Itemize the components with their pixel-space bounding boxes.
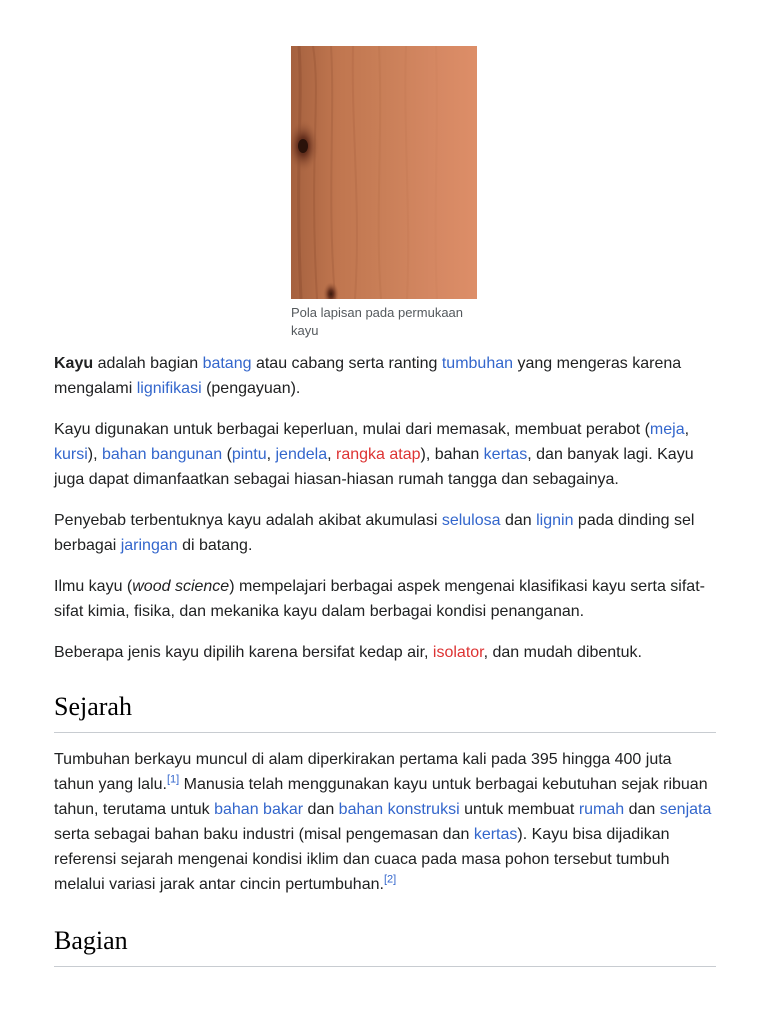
- section-heading-sejarah: Sejarah: [54, 690, 716, 733]
- link-kertas[interactable]: kertas: [483, 446, 528, 463]
- link-bahan-konstruksi[interactable]: bahan konstruksi: [338, 801, 460, 818]
- link-meja[interactable]: meja: [649, 421, 685, 438]
- link-tumbuhan[interactable]: tumbuhan: [441, 355, 514, 372]
- figure-caption: Pola lapisan pada permukaan kayu: [291, 305, 464, 338]
- reference-2[interactable]: [2]: [383, 873, 397, 886]
- article-title-bold: Kayu: [54, 355, 94, 372]
- intro-paragraph-2: Kayu digunakan untuk berbagai keperluan, mulai dari memasak, membuat perabot (meja, kursi), bahan bangunan (pintu, jendela, rangka atap), bahan kertas, dan banyak lagi. Kayu juga dapat dimanfaatkan sebagai hiasan-hiasan rumah tangga dan sebagainya.: [54, 421, 694, 488]
- intro-paragraph-4: Ilmu kayu (wood science) mempelajari berbagai aspek mengenai klasifikasi kayu serta sifat-sifat kimia, fisika, dan mekanika kayu dalam berbagai kondisi penanganan.: [54, 578, 705, 620]
- intro-paragraph-5: Beberapa jenis kayu dipilih karena bersifat kedap air, isolator, dan mudah dibentuk.: [54, 644, 642, 661]
- link-jaringan[interactable]: jaringan: [120, 537, 178, 554]
- wood-grain-image[interactable]: [291, 46, 477, 299]
- wood-science-italic: wood science: [132, 578, 230, 595]
- link-pintu[interactable]: pintu: [231, 446, 267, 463]
- intro-paragraph-3: Penyebab terbentuknya kayu adalah akibat akumulasi selulosa dan lignin pada dinding sel berbagai jaringan di batang.: [54, 512, 695, 554]
- link-rangka-atap[interactable]: rangka atap: [336, 446, 421, 463]
- link-senjata[interactable]: senjata: [659, 801, 712, 818]
- link-lignifikasi[interactable]: lignifikasi: [136, 380, 202, 397]
- wood-figure: [291, 46, 477, 340]
- section-heading-bagian: Bagian: [54, 924, 716, 967]
- link-bahan-bakar[interactable]: bahan bakar: [214, 801, 304, 818]
- link-kursi[interactable]: kursi: [54, 446, 88, 463]
- link-jendela[interactable]: jendela: [275, 446, 328, 463]
- link-selulosa[interactable]: selulosa: [441, 512, 501, 529]
- link-rumah[interactable]: rumah: [578, 801, 625, 818]
- reference-1[interactable]: [1]: [166, 773, 180, 786]
- link-bahan-bangunan[interactable]: bahan bangunan: [102, 446, 223, 463]
- link-batang[interactable]: batang: [202, 355, 252, 372]
- link-kertas-2[interactable]: kertas: [473, 826, 518, 843]
- sejarah-paragraph: Tumbuhan berkayu muncul di alam diperkirakan pertama kali pada 395 hingga 400 juta tahun yang lalu.[1] Manusia telah menggunakan kayu untuk berbagai kebutuhan sejak ribuan tahun, terutama untuk bahan bakar dan bahan konstruksi untuk membuat rumah dan senjata serta sebagai bahan baku industri (misal pengemasan dan kertas). Kayu bisa dijadikan referensi sejarah mengenai kondisi iklim dan cuaca pada masa pohon tersebut tumbuh melalui variasi jarak antar cincin pertumbuhan.[2]: [54, 751, 712, 893]
- link-lignin[interactable]: lignin: [536, 512, 574, 529]
- intro-paragraph-1: Kayu adalah bagian batang atau cabang serta ranting tumbuhan yang mengeras karena mengalami lignifikasi (pengayuan).: [54, 355, 682, 397]
- link-isolator[interactable]: isolator: [432, 644, 484, 661]
